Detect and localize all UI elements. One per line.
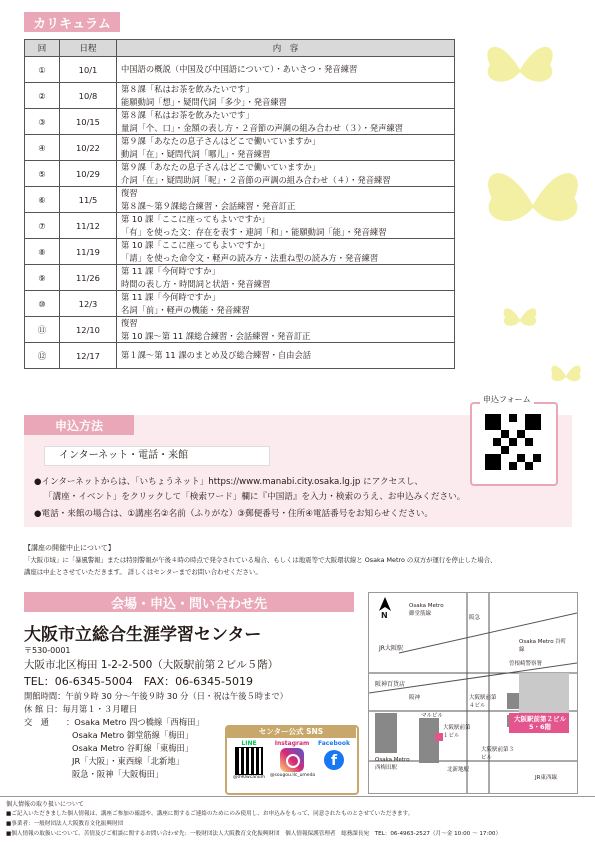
session-content-line: 復習 — [121, 318, 138, 328]
session-content — [117, 343, 455, 369]
postal-code: 〒530-0001 — [24, 646, 71, 655]
sns-instagram[interactable] — [270, 740, 314, 778]
north-label: N — [381, 611, 388, 620]
session-number: ⑤ — [25, 161, 60, 187]
session-content — [117, 317, 455, 343]
curriculum-row — [25, 239, 455, 265]
session-content-line: 第８課「私はお茶を飲みたいです」 — [121, 84, 254, 94]
opening-hours: 開館時間：午前９時 30 分～午後９時 30 分（日・祝は午後５時まで） — [24, 691, 288, 701]
curriculum-header — [24, 12, 120, 32]
butterfly-icon — [480, 30, 560, 110]
session-number: ⑥ — [25, 187, 60, 213]
session-content — [117, 213, 455, 239]
butterfly-icon — [478, 150, 588, 260]
map-label-tanimachi: Osaka Metro 谷町線 — [519, 639, 567, 653]
map-label-jr-tozai: JR東西線 — [535, 775, 557, 781]
curriculum-row — [25, 109, 455, 135]
session-content-line: 第 11 課「今何時ですか」 — [121, 266, 220, 276]
apply-internet-line2: 「講座・イベント」をクリックして「検索ワード」欄に『中国語』を入力・検索のうえ、お申込みください。 — [44, 492, 466, 502]
session-content — [117, 57, 455, 83]
session-number: ⑫ — [25, 343, 60, 369]
privacy-line2: ■事業者：一般財団法人大阪教育文化振興財団 — [6, 821, 124, 827]
session-number: ⑧ — [25, 239, 60, 265]
curriculum-row — [25, 213, 455, 239]
apply-phone-line: ●電話・来館の場合は、①講座名②名前（ふりがな）③郵便番号・住所④電話番号をお知らせください。 — [34, 509, 433, 519]
map-label-kitashinchi: 北新地駅 — [447, 767, 470, 773]
apply-form-label: 申込フォーム — [480, 394, 534, 405]
curriculum-row — [25, 83, 455, 109]
col-header-content: 内 容 — [117, 40, 455, 57]
map-label-midosuji: Osaka Metro 御堂筋線 — [409, 603, 444, 617]
traffic-list — [66, 716, 204, 781]
traffic-item: JR「大阪」・東西線「北新地」 — [72, 756, 184, 766]
session-content-line: 介詞「在」・疑問助詞「呢」・２音節の声調の組み合わせ（４）・発音練習 — [121, 174, 391, 185]
session-content-line: 時間の表し方・時間詞と状語・発音練習 — [121, 278, 271, 289]
session-content — [117, 83, 455, 109]
session-date: 11/12 — [60, 213, 117, 239]
privacy-title: 個人情報の取り扱いについて — [6, 801, 84, 808]
curriculum-title: カリキュラム — [33, 16, 111, 32]
map-label-jr-osaka: JR大阪駅 — [379, 645, 403, 652]
session-content-line: 第９課「あなたの息子さんはどこで働いていますか」 — [121, 162, 321, 172]
line-qr-icon — [236, 748, 262, 774]
sns-title: センター公式 SNS — [258, 727, 324, 736]
session-content-line: 第９課「あなたの息子さんはどこで働いていますか」 — [121, 136, 321, 146]
session-content-line: 第 10 課「ここに座ってもよいですか」 — [121, 214, 270, 224]
session-date: 12/17 — [60, 343, 117, 369]
map-label-sonezaki: 曽根崎警察署 — [509, 661, 543, 667]
qr-code-icon[interactable] — [485, 414, 541, 470]
session-content-line: 能願動詞「想」・疑問代詞「多少」・発音練習 — [121, 96, 287, 107]
address: 大阪市北区梅田 1-2-2-500（大阪駅前第２ビル５階） — [24, 659, 279, 671]
session-content-line: 第 10 課「ここに座ってもよいですか」 — [121, 240, 270, 250]
session-number: ③ — [25, 109, 60, 135]
session-date: 12/3 — [60, 291, 117, 317]
center-name: 大阪市立総合生涯学習センター — [24, 625, 262, 645]
map-label-marubiru: マルビル — [421, 713, 444, 719]
session-date: 11/19 — [60, 239, 117, 265]
session-content — [117, 161, 455, 187]
cancel-line2: 講座は中止とさせていただきます。 詳しくはセンターまでお問い合わせください。 — [24, 568, 262, 576]
session-content-line: 第１課～第 11 課のまとめ及び総合練習・自由会話 — [121, 350, 312, 361]
apply-title: 申込方法 — [54, 418, 103, 433]
session-number: ⑩ — [25, 291, 60, 317]
session-content-line: 第８課「私はお茶を飲みたいです」 — [121, 110, 254, 120]
session-number: ⑨ — [25, 265, 60, 291]
contact-title: 会場・申込・問い合わせ先 — [110, 596, 267, 612]
instagram-icon — [280, 748, 304, 772]
map-building-label — [511, 715, 569, 731]
session-number: ⑦ — [25, 213, 60, 239]
session-content — [117, 239, 455, 265]
map-label-hanshin-dept: 阪神百貨店 — [375, 681, 406, 688]
traffic-item: 阪急・阪神「大阪梅田」 — [72, 769, 164, 779]
session-number: ② — [25, 83, 60, 109]
sns-title-bar — [226, 726, 356, 738]
tel-fax: TEL：06-6345-5004 FAX：06-6345-5019 — [24, 675, 254, 688]
facebook-icon: f — [324, 750, 344, 770]
map-label-nishiumeda: Osaka Metro 西梅田駅 — [375, 757, 410, 771]
session-content — [117, 109, 455, 135]
apply-methods: インターネット・電話・来館 — [59, 450, 189, 461]
session-content-line: 第 10 課～第 11 課総合練習・会話練習・発音訂正 — [121, 330, 311, 341]
session-content-line: 「有」を使った文：存在を表す・連詞「和」・能願動詞「能」・発音練習 — [121, 226, 387, 237]
map-label-hankyu: 阪急 — [469, 615, 481, 621]
curriculum-row — [25, 291, 455, 317]
session-number: ⑪ — [25, 317, 60, 343]
curriculum-row — [25, 57, 455, 83]
map-building-floor: 5・6階 — [528, 723, 552, 731]
sns-facebook[interactable] — [314, 740, 354, 773]
traffic-item: Osaka Metro 谷町線「東梅田」 — [72, 743, 194, 753]
map-label-ekimae1: 大阪駅前第１ビル — [443, 725, 471, 739]
session-content-line: 名詞「前」・軽声の機能・発音練習 — [121, 304, 250, 315]
session-date: 10/29 — [60, 161, 117, 187]
col-header-date: 日程 — [60, 40, 117, 57]
session-date: 12/10 — [60, 317, 117, 343]
session-date: 10/15 — [60, 109, 117, 135]
session-content — [117, 187, 455, 213]
curriculum-row — [25, 343, 455, 369]
traffic-item: Osaka Metro 御堂筋線「梅田」 — [72, 730, 194, 740]
curriculum-row — [25, 187, 455, 213]
session-content-line: 「請」を使った命令文・軽声の読み方・法重ね型の読み方・発音練習 — [121, 252, 379, 263]
apply-methods-box — [44, 446, 270, 466]
curriculum-row — [25, 135, 455, 161]
session-content-line: 第８課～第９課総合練習・会話練習・発音訂正 — [121, 200, 296, 211]
curriculum-table — [24, 39, 455, 369]
session-content-line: 復習 — [121, 188, 138, 198]
traffic-item: ：Osaka Metro 四つ橋線「西梅田」 — [66, 717, 204, 727]
instagram-label: Instagram — [274, 740, 310, 747]
map-label-hanshin-line: 阪神 — [409, 695, 421, 701]
closed-days: 休 館 日：毎月第１・３月曜日 — [24, 704, 138, 714]
session-content-line: 量詞「个、口」・金額の表し方・２音節の声調の組み合わせ（３）・発声練習 — [121, 122, 404, 133]
instagram-handle: @sougou.llc_umeda — [270, 773, 316, 778]
butterfly-icon — [500, 300, 540, 340]
map-label-ekimae4: 大阪駅前第４ビル — [469, 695, 497, 709]
cancel-title: 【講座の開催中止について】 — [24, 544, 115, 552]
apply-header — [24, 415, 134, 435]
cancel-line1: 「大阪市域」に「暴風警報」または特別警報が午後４時の時点で発令されている場合、もしくは地震等で大阪環状線と Osaka Metro の双方が運行を停止した場合、 — [24, 556, 497, 564]
session-content-line: 第 11 課「今何時ですか」 — [121, 292, 220, 302]
butterfly-icon — [548, 358, 584, 394]
session-content — [117, 291, 455, 317]
curriculum-row — [25, 317, 455, 343]
session-content — [117, 135, 455, 161]
map-label-ekimae3: 大阪駅前第３ビル — [481, 747, 515, 761]
privacy-line1: ■ご記入いただきました個人情報は、講座ご参加の確認や、講座に関するご連絡のためにのみ使用し、お申込みをもって、同意されたものとさせていただきます。 — [6, 811, 414, 817]
session-date: 10/8 — [60, 83, 117, 109]
curriculum-header-row — [25, 40, 455, 57]
privacy-line3: ■個人情報の取扱いについて、苦情及びご相談に関するお問い合わせ先：一般財団法人大阪教育文化振興財団 個人情報保護管理者 総務課長宛 TEL：06-4963-2527（月～金 10:00 ～ 17:00） — [6, 831, 502, 837]
curriculum-row — [25, 161, 455, 187]
session-date: 11/5 — [60, 187, 117, 213]
access-map — [368, 592, 578, 794]
session-number: ① — [25, 57, 60, 83]
privacy-divider — [0, 796, 595, 797]
sns-line[interactable] — [229, 740, 269, 780]
session-content-line: 中国語の概説（中国及び中国語について）・あいさつ・発音練習 — [121, 64, 358, 75]
session-date: 10/22 — [60, 135, 117, 161]
apply-internet-line1: ●インターネットからは、「いちょうネット」https://www.manabi.city.osaka.lg.jp にアクセスし、 — [34, 477, 424, 487]
curriculum-row — [25, 265, 455, 291]
line-handle: @090wcanum — [232, 775, 266, 780]
line-label: LINE — [241, 740, 257, 747]
session-date: 11/26 — [60, 265, 117, 291]
col-header-no: 回 — [25, 40, 60, 57]
session-content — [117, 265, 455, 291]
facebook-label: Facebook — [318, 740, 350, 747]
session-number: ④ — [25, 135, 60, 161]
contact-header — [24, 592, 354, 612]
session-date: 10/1 — [60, 57, 117, 83]
traffic-label: 交 通 — [24, 717, 49, 727]
map-building-name: 大阪駅前第２ビル — [514, 715, 566, 723]
session-content-line: 動詞「在」・疑問代詞「哪儿」・発音練習 — [121, 148, 271, 159]
